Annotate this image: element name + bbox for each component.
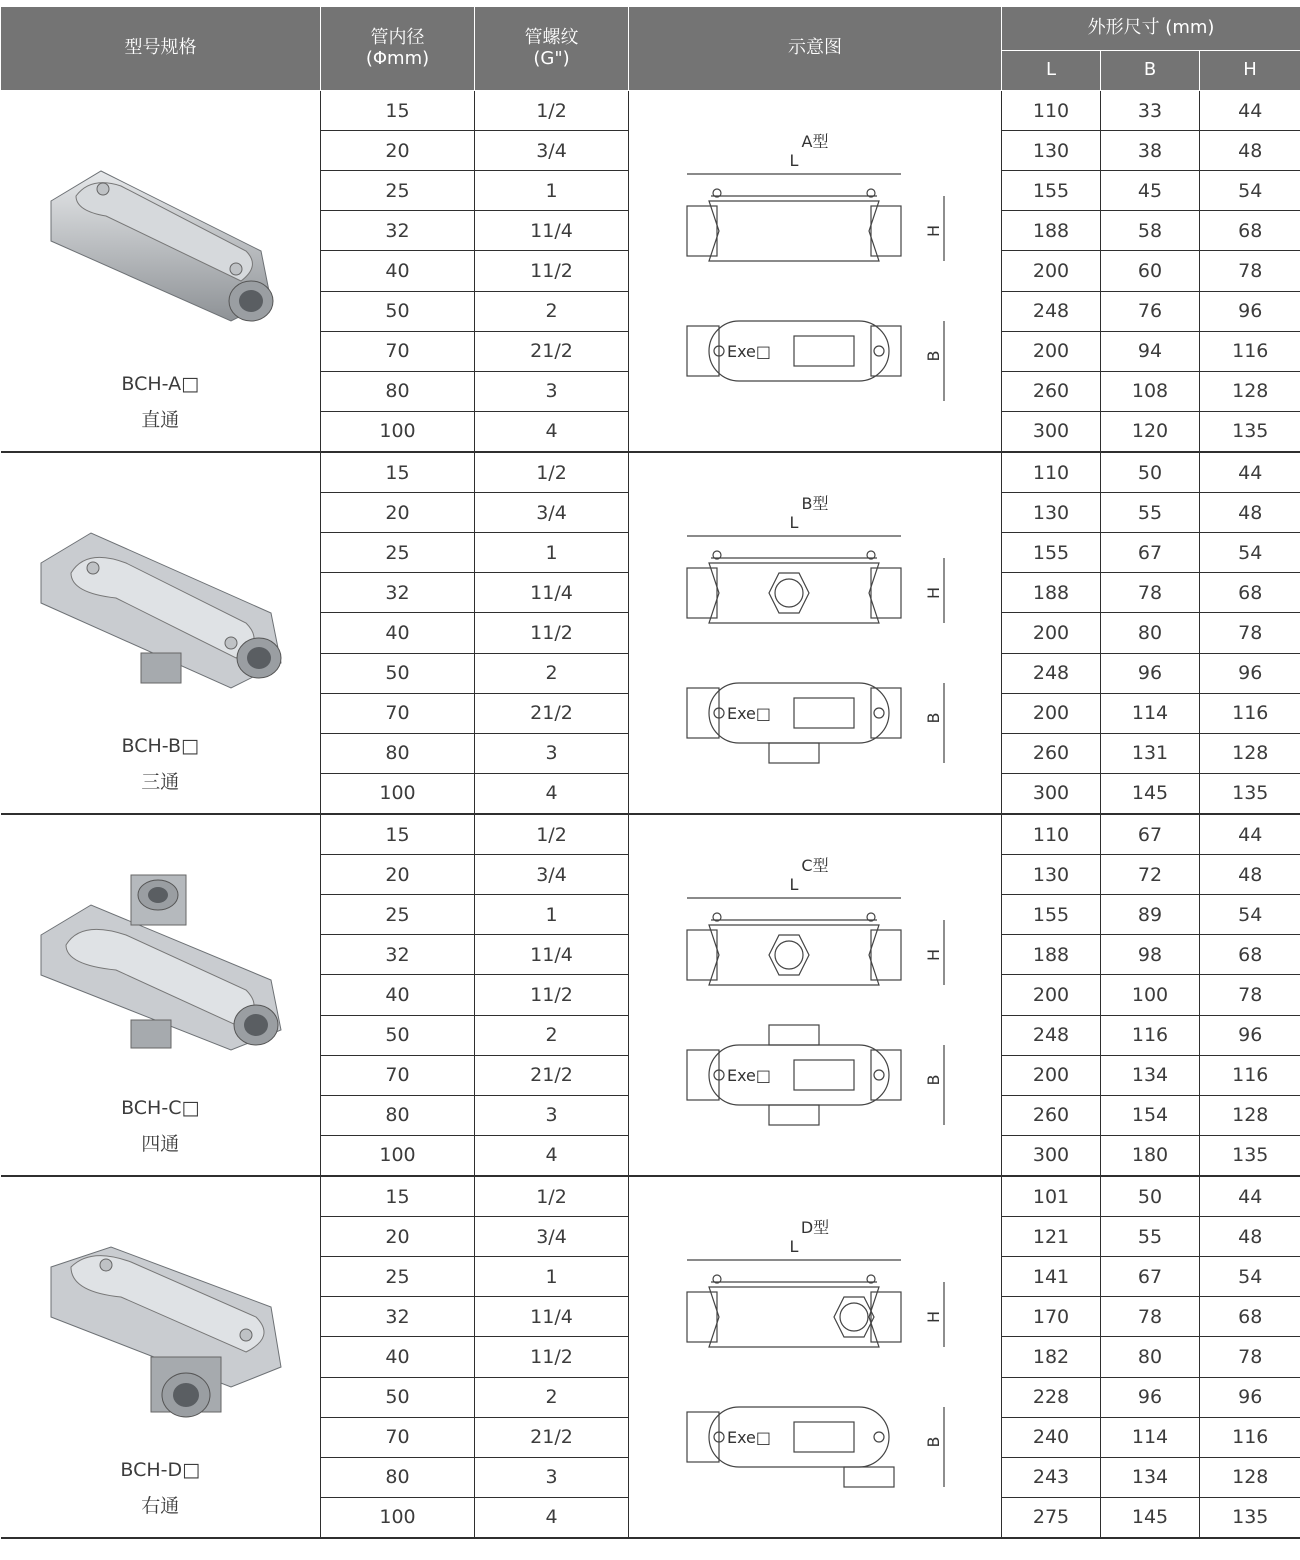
dim-l-cell: 248 [1002, 653, 1101, 693]
inner-diameter-cell: 40 [321, 251, 475, 291]
inner-diameter-cell: 25 [321, 171, 475, 211]
thread-cell: 4 [475, 1497, 629, 1538]
dim-h-cell: 135 [1200, 773, 1300, 814]
header-dim-b: B [1101, 51, 1200, 91]
inner-diameter-cell: 20 [321, 1217, 475, 1257]
dimension-b-label: B [924, 712, 943, 724]
model-type: 右通 [141, 1495, 180, 1517]
dim-b-cell: 58 [1101, 211, 1200, 251]
thread-cell: 3 [475, 1457, 629, 1497]
diagram-cell [629, 91, 1002, 453]
model-code: BCH-D□ [120, 1459, 201, 1481]
dim-h-cell: 54 [1200, 1257, 1300, 1297]
thread-cell: 4 [475, 1135, 629, 1176]
dim-b-cell: 67 [1101, 814, 1200, 855]
table-row [1, 814, 1300, 855]
inner-diameter-cell: 70 [321, 1055, 475, 1095]
inner-diameter-cell: 25 [321, 533, 475, 573]
inner-diameter-cell: 70 [321, 331, 475, 371]
dim-h-cell: 96 [1200, 653, 1300, 693]
dim-h-cell: 135 [1200, 411, 1300, 452]
diagram-label: C型 [801, 856, 829, 875]
inner-diameter-cell: 40 [321, 1337, 475, 1377]
dim-h-cell: 96 [1200, 291, 1300, 331]
dim-h-cell: 135 [1200, 1497, 1300, 1538]
thread-cell: 1 [475, 533, 629, 573]
inner-diameter-cell: 20 [321, 493, 475, 533]
dim-l-cell: 188 [1002, 211, 1101, 251]
dim-h-cell: 116 [1200, 331, 1300, 371]
diagram-cell [629, 1176, 1002, 1538]
model-cell [1, 91, 321, 453]
header-dimensions: 外形尺寸 (mm) [1002, 7, 1300, 51]
dim-l-cell: 228 [1002, 1377, 1101, 1417]
bottom-port [769, 743, 819, 763]
dim-b-cell: 80 [1101, 1337, 1200, 1377]
dim-h-cell: 116 [1200, 1055, 1300, 1095]
dim-l-cell: 121 [1002, 1217, 1101, 1257]
dim-l-cell: 155 [1002, 533, 1101, 573]
diagram-cell [629, 814, 1002, 1176]
schematic-diagram [629, 815, 1001, 1175]
model-cell [1, 814, 321, 1176]
inner-diameter-cell: 40 [321, 613, 475, 653]
dim-h-cell: 68 [1200, 935, 1300, 975]
right-port [871, 930, 901, 980]
dimension-l-label: L [789, 875, 799, 894]
left-port [687, 930, 717, 980]
thread-cell: 21/2 [475, 331, 629, 371]
inner-diameter-cell: 40 [321, 975, 475, 1015]
dim-l-cell: 248 [1002, 1015, 1101, 1055]
dim-h-cell: 128 [1200, 1095, 1300, 1135]
inner-diameter-cell: 70 [321, 1417, 475, 1457]
inner-diameter-cell: 50 [321, 653, 475, 693]
dim-b-cell: 145 [1101, 1497, 1200, 1538]
dim-b-cell: 96 [1101, 1377, 1200, 1417]
thread-cell: 21/2 [475, 693, 629, 733]
dim-l-cell: 110 [1002, 91, 1101, 131]
thread-cell: 21/2 [475, 1417, 629, 1457]
thread-cell: 2 [475, 1015, 629, 1055]
nameplate-window [794, 1060, 854, 1090]
thread-cell: 2 [475, 653, 629, 693]
inner-diameter-cell: 32 [321, 211, 475, 251]
dim-h-cell: 68 [1200, 1297, 1300, 1337]
dim-l-cell: 188 [1002, 573, 1101, 613]
thread-cell: 1 [475, 895, 629, 935]
model-code: BCH-B□ [121, 735, 199, 757]
fitting-a-photo [31, 141, 291, 341]
dim-h-cell: 78 [1200, 251, 1300, 291]
inner-diameter-cell: 50 [321, 291, 475, 331]
thread-cell: 11/2 [475, 251, 629, 291]
right-port [871, 206, 901, 256]
dim-l-cell: 141 [1002, 1257, 1101, 1297]
dim-l-cell: 260 [1002, 733, 1101, 773]
inner-diameter-cell: 15 [321, 814, 475, 855]
inner-diameter-cell: 32 [321, 1297, 475, 1337]
dim-l-cell: 243 [1002, 1457, 1101, 1497]
dim-h-cell: 48 [1200, 493, 1300, 533]
inner-diameter-cell: 20 [321, 131, 475, 171]
dim-h-cell: 54 [1200, 171, 1300, 211]
dim-b-cell: 55 [1101, 493, 1200, 533]
thread-cell: 11/4 [475, 573, 629, 613]
dim-b-cell: 114 [1101, 1417, 1200, 1457]
dim-h-cell: 68 [1200, 211, 1300, 251]
dim-l-cell: 300 [1002, 773, 1101, 814]
dimension-b-label: B [924, 1074, 943, 1086]
dim-l-cell: 240 [1002, 1417, 1101, 1457]
header-dim-h: H [1200, 51, 1300, 91]
dim-b-cell: 33 [1101, 91, 1200, 131]
fitting-d-photo [31, 1227, 291, 1427]
port-circle [775, 579, 803, 607]
inner-diameter-cell: 50 [321, 1015, 475, 1055]
thread-cell: 3/4 [475, 1217, 629, 1257]
thread-cell: 2 [475, 1377, 629, 1417]
dim-h-cell: 44 [1200, 91, 1300, 131]
dim-h-cell: 135 [1200, 1135, 1300, 1176]
body-outline [709, 1287, 879, 1347]
dim-h-cell: 78 [1200, 1337, 1300, 1377]
diagram-cell [629, 452, 1002, 814]
spec-table [0, 6, 1300, 1539]
inner-diameter-cell: 70 [321, 693, 475, 733]
left-port [687, 206, 717, 256]
dimension-l-label: L [789, 151, 799, 170]
thread-cell: 1/2 [475, 1176, 629, 1217]
product-photo [31, 503, 291, 703]
inner-diameter-cell: 32 [321, 935, 475, 975]
inner-diameter-cell: 32 [321, 573, 475, 613]
right-port-top [871, 326, 901, 376]
inner-diameter-cell: 15 [321, 1176, 475, 1217]
dim-h-cell: 128 [1200, 371, 1300, 411]
table-row [1, 91, 1300, 131]
bottom-port [769, 1105, 819, 1125]
inner-diameter-cell: 15 [321, 91, 475, 131]
dimension-h-label: H [924, 586, 943, 600]
dim-b-cell: 145 [1101, 773, 1200, 814]
dim-h-cell: 96 [1200, 1377, 1300, 1417]
dimension-h-label: H [924, 224, 943, 238]
dim-b-cell: 98 [1101, 935, 1200, 975]
inner-diameter-cell: 100 [321, 1135, 475, 1176]
nameplate-window [794, 698, 854, 728]
dim-b-cell: 108 [1101, 371, 1200, 411]
dim-h-cell: 78 [1200, 613, 1300, 653]
dim-b-cell: 78 [1101, 573, 1200, 613]
dim-b-cell: 50 [1101, 1176, 1200, 1217]
product-photo [31, 1227, 291, 1427]
inner-diameter-cell: 80 [321, 733, 475, 773]
dim-l-cell: 155 [1002, 895, 1101, 935]
exe-marking: Exe□ [726, 704, 772, 723]
dim-b-cell: 94 [1101, 331, 1200, 371]
inner-diameter-cell: 25 [321, 895, 475, 935]
dim-b-cell: 67 [1101, 533, 1200, 573]
dim-h-cell: 128 [1200, 1457, 1300, 1497]
table-row [1, 1176, 1300, 1217]
thread-cell: 11/4 [475, 1297, 629, 1337]
dim-b-cell: 134 [1101, 1055, 1200, 1095]
model-code: BCH-A□ [121, 373, 200, 395]
dim-h-cell: 68 [1200, 573, 1300, 613]
right-port-top [871, 688, 901, 738]
dim-b-cell: 96 [1101, 653, 1200, 693]
thread-cell: 3/4 [475, 855, 629, 895]
header-model-spec: 型号规格 [1, 7, 321, 91]
dim-h-cell: 48 [1200, 1217, 1300, 1257]
dim-l-cell: 200 [1002, 1055, 1101, 1095]
left-port [687, 1292, 717, 1342]
dim-b-cell: 72 [1101, 855, 1200, 895]
dim-l-cell: 170 [1002, 1297, 1101, 1337]
dim-h-cell: 96 [1200, 1015, 1300, 1055]
dim-h-cell: 54 [1200, 895, 1300, 935]
thread-cell: 11/4 [475, 211, 629, 251]
dim-h-cell: 128 [1200, 733, 1300, 773]
dim-l-cell: 130 [1002, 855, 1101, 895]
bottom-port [844, 1467, 894, 1487]
nameplate-window [794, 336, 854, 366]
inner-diameter-cell: 80 [321, 1095, 475, 1135]
dim-l-cell: 200 [1002, 693, 1101, 733]
dim-l-cell: 300 [1002, 1135, 1101, 1176]
dim-l-cell: 200 [1002, 613, 1101, 653]
model-type: 三通 [141, 771, 180, 793]
port-circle [840, 1303, 868, 1331]
dim-l-cell: 200 [1002, 251, 1101, 291]
dim-l-cell: 155 [1002, 171, 1101, 211]
dim-h-cell: 116 [1200, 1417, 1300, 1457]
diagram-label: A型 [801, 132, 829, 151]
dimension-l-label: L [789, 1237, 799, 1256]
dim-b-cell: 67 [1101, 1257, 1200, 1297]
dim-h-cell: 48 [1200, 855, 1300, 895]
dim-b-cell: 100 [1101, 975, 1200, 1015]
inner-diameter-cell: 20 [321, 855, 475, 895]
exe-marking: Exe□ [726, 1428, 772, 1447]
dimension-b-label: B [924, 1436, 943, 1448]
dimension-b-label: B [924, 350, 943, 362]
dim-b-cell: 80 [1101, 613, 1200, 653]
dim-l-cell: 130 [1002, 131, 1101, 171]
dim-b-cell: 60 [1101, 251, 1200, 291]
model-cell [1, 452, 321, 814]
dim-l-cell: 248 [1002, 291, 1101, 331]
screw-icon [874, 1432, 884, 1442]
dim-l-cell: 260 [1002, 1095, 1101, 1135]
schematic-diagram [629, 91, 1001, 451]
dim-l-cell: 300 [1002, 411, 1101, 452]
dim-h-cell: 44 [1200, 814, 1300, 855]
right-port [871, 1292, 901, 1342]
product-photo [31, 141, 291, 341]
exe-marking: Exe□ [726, 1066, 772, 1085]
dim-b-cell: 38 [1101, 131, 1200, 171]
inner-diameter-cell: 100 [321, 1497, 475, 1538]
screw-icon [874, 708, 884, 718]
body-outline [709, 201, 879, 261]
thread-cell: 4 [475, 411, 629, 452]
table-row [1, 452, 1300, 493]
dim-b-cell: 45 [1101, 171, 1200, 211]
header-inner-diameter: 管内径 (Φmm) [321, 7, 475, 91]
diagram-label: B型 [801, 494, 829, 513]
inner-diameter-cell: 100 [321, 773, 475, 814]
thread-cell: 1/2 [475, 452, 629, 493]
thread-cell: 4 [475, 773, 629, 814]
dim-b-cell: 78 [1101, 1297, 1200, 1337]
dim-h-cell: 44 [1200, 1176, 1300, 1217]
thread-cell: 3/4 [475, 131, 629, 171]
thread-cell: 11/2 [475, 975, 629, 1015]
thread-cell: 11/2 [475, 613, 629, 653]
diagram-label: D型 [800, 1218, 830, 1237]
left-port [687, 568, 717, 618]
thread-cell: 1 [475, 171, 629, 211]
dim-b-cell: 55 [1101, 1217, 1200, 1257]
product-photo [31, 865, 291, 1065]
dim-b-cell: 134 [1101, 1457, 1200, 1497]
header-dim-l: L [1002, 51, 1101, 91]
inner-diameter-cell: 100 [321, 411, 475, 452]
dim-b-cell: 76 [1101, 291, 1200, 331]
dimension-h-label: H [924, 1310, 943, 1324]
dim-l-cell: 110 [1002, 452, 1101, 493]
dim-l-cell: 101 [1002, 1176, 1101, 1217]
model-type: 四通 [141, 1133, 180, 1155]
right-port-top [871, 1050, 901, 1100]
exe-marking: Exe□ [726, 342, 772, 361]
fitting-b-photo [31, 503, 291, 703]
model-cell [1, 1176, 321, 1538]
body-outline [709, 563, 879, 623]
dim-b-cell: 114 [1101, 693, 1200, 733]
top-port [769, 1025, 819, 1045]
dim-l-cell: 275 [1002, 1497, 1101, 1538]
schematic-diagram [629, 1177, 1001, 1537]
nameplate-window [794, 1422, 854, 1452]
inner-diameter-cell: 25 [321, 1257, 475, 1297]
thread-cell: 11/4 [475, 935, 629, 975]
inner-diameter-cell: 15 [321, 452, 475, 493]
table-body [1, 91, 1300, 1539]
dim-b-cell: 180 [1101, 1135, 1200, 1176]
dim-h-cell: 116 [1200, 693, 1300, 733]
screw-icon [874, 1070, 884, 1080]
dim-h-cell: 48 [1200, 131, 1300, 171]
right-port [871, 568, 901, 618]
dim-h-cell: 44 [1200, 452, 1300, 493]
dim-b-cell: 120 [1101, 411, 1200, 452]
thread-cell: 1/2 [475, 814, 629, 855]
dim-l-cell: 188 [1002, 935, 1101, 975]
header-thread: 管螺纹 (G") [475, 7, 629, 91]
dim-l-cell: 200 [1002, 331, 1101, 371]
screw-icon [874, 346, 884, 356]
body-outline [709, 925, 879, 985]
thread-cell: 3/4 [475, 493, 629, 533]
table-header [1, 7, 1300, 91]
dim-l-cell: 200 [1002, 975, 1101, 1015]
inner-diameter-cell: 80 [321, 371, 475, 411]
dim-l-cell: 182 [1002, 1337, 1101, 1377]
dim-h-cell: 78 [1200, 975, 1300, 1015]
thread-cell: 3 [475, 733, 629, 773]
inner-diameter-cell: 50 [321, 1377, 475, 1417]
thread-cell: 3 [475, 371, 629, 411]
schematic-diagram [629, 453, 1001, 813]
dimension-h-label: H [924, 948, 943, 962]
dim-b-cell: 89 [1101, 895, 1200, 935]
dim-b-cell: 131 [1101, 733, 1200, 773]
header-diagram: 示意图 [629, 7, 1002, 91]
thread-cell: 11/2 [475, 1337, 629, 1377]
model-type: 直通 [141, 409, 180, 431]
fitting-c-photo [31, 865, 291, 1065]
dim-b-cell: 116 [1101, 1015, 1200, 1055]
thread-cell: 2 [475, 291, 629, 331]
thread-cell: 1 [475, 1257, 629, 1297]
port-circle [775, 941, 803, 969]
dim-l-cell: 110 [1002, 814, 1101, 855]
thread-cell: 1/2 [475, 91, 629, 131]
dim-b-cell: 50 [1101, 452, 1200, 493]
thread-cell: 3 [475, 1095, 629, 1135]
dim-h-cell: 54 [1200, 533, 1300, 573]
dimension-l-label: L [789, 513, 799, 532]
dim-b-cell: 154 [1101, 1095, 1200, 1135]
model-code: BCH-C□ [121, 1097, 200, 1119]
thread-cell: 21/2 [475, 1055, 629, 1095]
inner-diameter-cell: 80 [321, 1457, 475, 1497]
dim-l-cell: 260 [1002, 371, 1101, 411]
dim-l-cell: 130 [1002, 493, 1101, 533]
